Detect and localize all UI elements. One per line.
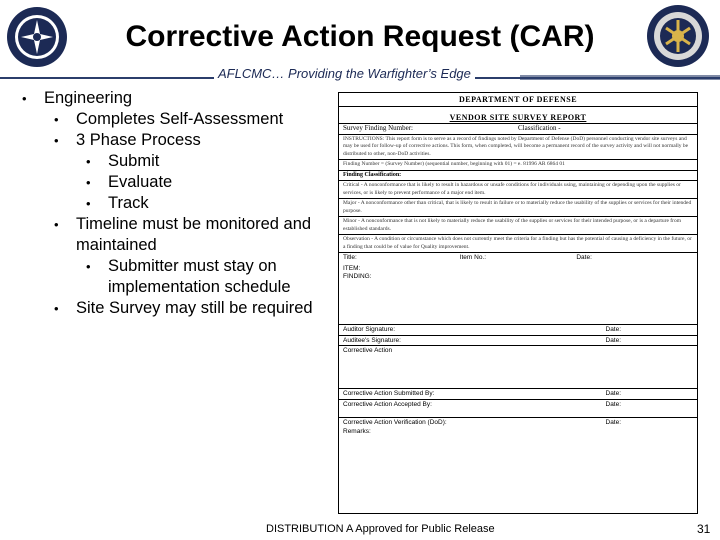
form-finding-format: Finding Number = (Survey Number) (sequential number, beginning with 01) = e. 81996 AR 6864 01 xyxy=(339,159,697,170)
auditor-sig-row xyxy=(339,324,697,335)
bullet-dot-icon: • xyxy=(54,112,59,127)
aflcmc-seal-icon xyxy=(646,4,710,68)
slide-title: Corrective Action Request (CAR) xyxy=(125,20,595,53)
bullet-dot-icon: • xyxy=(86,154,91,169)
form-report-title: VENDOR SITE SURVEY REPORT xyxy=(449,113,587,122)
verification-label: Corrective Action Verification (DoD): xyxy=(343,419,447,426)
verification-row xyxy=(339,417,697,428)
bullet-text: Completes Self-Assessment xyxy=(76,110,284,128)
bullet-text: 3 Phase Process xyxy=(76,131,201,149)
bullet-dot-icon: • xyxy=(86,259,91,274)
item-label: ITEM: xyxy=(343,265,361,272)
bullet-dot-icon: • xyxy=(86,196,91,211)
page-number: 31 xyxy=(697,522,711,536)
bullet-item xyxy=(18,298,318,319)
bullet-item xyxy=(18,256,318,298)
item-no-label: Item No.: xyxy=(459,254,487,261)
bullet-item xyxy=(18,172,318,193)
finding-label: FINDING: xyxy=(343,273,372,280)
bullet-text: Track xyxy=(108,194,149,212)
bullet-text: Evaluate xyxy=(108,173,173,191)
bullet-dot-icon: • xyxy=(86,175,91,190)
date-label: Date: xyxy=(605,390,622,397)
bullet-item xyxy=(18,193,318,214)
date-label: Date: xyxy=(605,400,622,408)
bullet-dot-icon: • xyxy=(22,91,27,106)
auditee-sig-row xyxy=(339,335,697,346)
form-observation: Observation - A condition or circumstance which does not currently meet the criteria for a finding but has the potential of causing a deficiency in the future, or a finding that could be of value for Quality improvement. xyxy=(339,234,697,252)
date-label: Date: xyxy=(605,326,622,333)
bullet-dot-icon: • xyxy=(54,301,59,316)
form-major: Major - A nonconformance other than critical, that is likely to result in failure or to materially reduce the usability of the supplies or services for their intended purpose. xyxy=(339,198,697,216)
form-critical: Critical - A nonconformance that is likely to result in hazardous or unsafe conditions for individuals using, maintaining or depending upon the supplies or services, or is likely to prevent performance of a major end item. xyxy=(339,180,697,198)
corrective-action-label: Corrective Action xyxy=(339,345,697,388)
bullet-item xyxy=(18,109,318,130)
date-label: Date: xyxy=(605,336,622,344)
submitted-by-label: Corrective Action Submitted By: xyxy=(343,390,435,397)
bullet-dot-icon: • xyxy=(54,217,59,232)
bullet-text: Timeline must be monitored and maintained xyxy=(76,215,312,254)
form-department: DEPARTMENT OF DEFENSE xyxy=(339,93,697,107)
form-classification-heading: Finding Classification: xyxy=(339,170,697,181)
bullet-text: Submit xyxy=(108,152,160,170)
bullet-text: Site Survey may still be required xyxy=(76,299,313,317)
classification-label: Classification - xyxy=(518,124,561,132)
form-minor: Minor - A nonconformance that is not likely to materially reduce the usability of the supplies or services for their intended purpose, or is a departure from established standards. xyxy=(339,216,697,234)
auditor-sig-label: Auditor Signature: xyxy=(343,326,396,333)
bullet-item xyxy=(18,151,318,172)
slide-subtitle: AFLCMC… Providing the Warfighter’s Edge xyxy=(214,66,475,81)
bullet-list xyxy=(18,88,318,319)
remarks-label: Remarks: xyxy=(343,427,371,435)
bullet-item xyxy=(18,88,318,109)
form-finding-row xyxy=(339,123,697,134)
date-label: Date: xyxy=(576,254,592,261)
bullet-text: Engineering xyxy=(44,89,133,107)
bullet-item xyxy=(18,130,318,151)
form-title-row xyxy=(339,252,697,275)
date-label: Date: xyxy=(605,419,622,426)
finding-number-label: Survey Finding Number: xyxy=(343,124,413,132)
air-force-logo xyxy=(6,6,68,68)
bullet-dot-icon: • xyxy=(54,133,59,148)
bullet-text: Submitter must stay on implementation schedule xyxy=(108,257,291,296)
accepted-by-row xyxy=(339,399,697,410)
submitted-by-row xyxy=(339,388,697,399)
auditee-sig-label: Auditee's Signature: xyxy=(343,336,401,344)
site-survey-form-image xyxy=(338,92,698,514)
title-label: Title: xyxy=(343,254,357,261)
distribution-footer: DISTRIBUTION A Approved for Public Release xyxy=(266,523,495,535)
form-instructions: INSTRUCTIONS: This report form is to serve as a record of findings noted by Department of Defense (DoD) personnel conducting vendor site surveys and may be used for follow-up of corrective actions. This form, when completed, will become a permanent record of the survey activity and will not normally be distributed to other, non-DoD activities. xyxy=(339,134,697,160)
bullet-item xyxy=(18,214,318,256)
accepted-by-label: Corrective Action Accepted By: xyxy=(343,400,432,408)
